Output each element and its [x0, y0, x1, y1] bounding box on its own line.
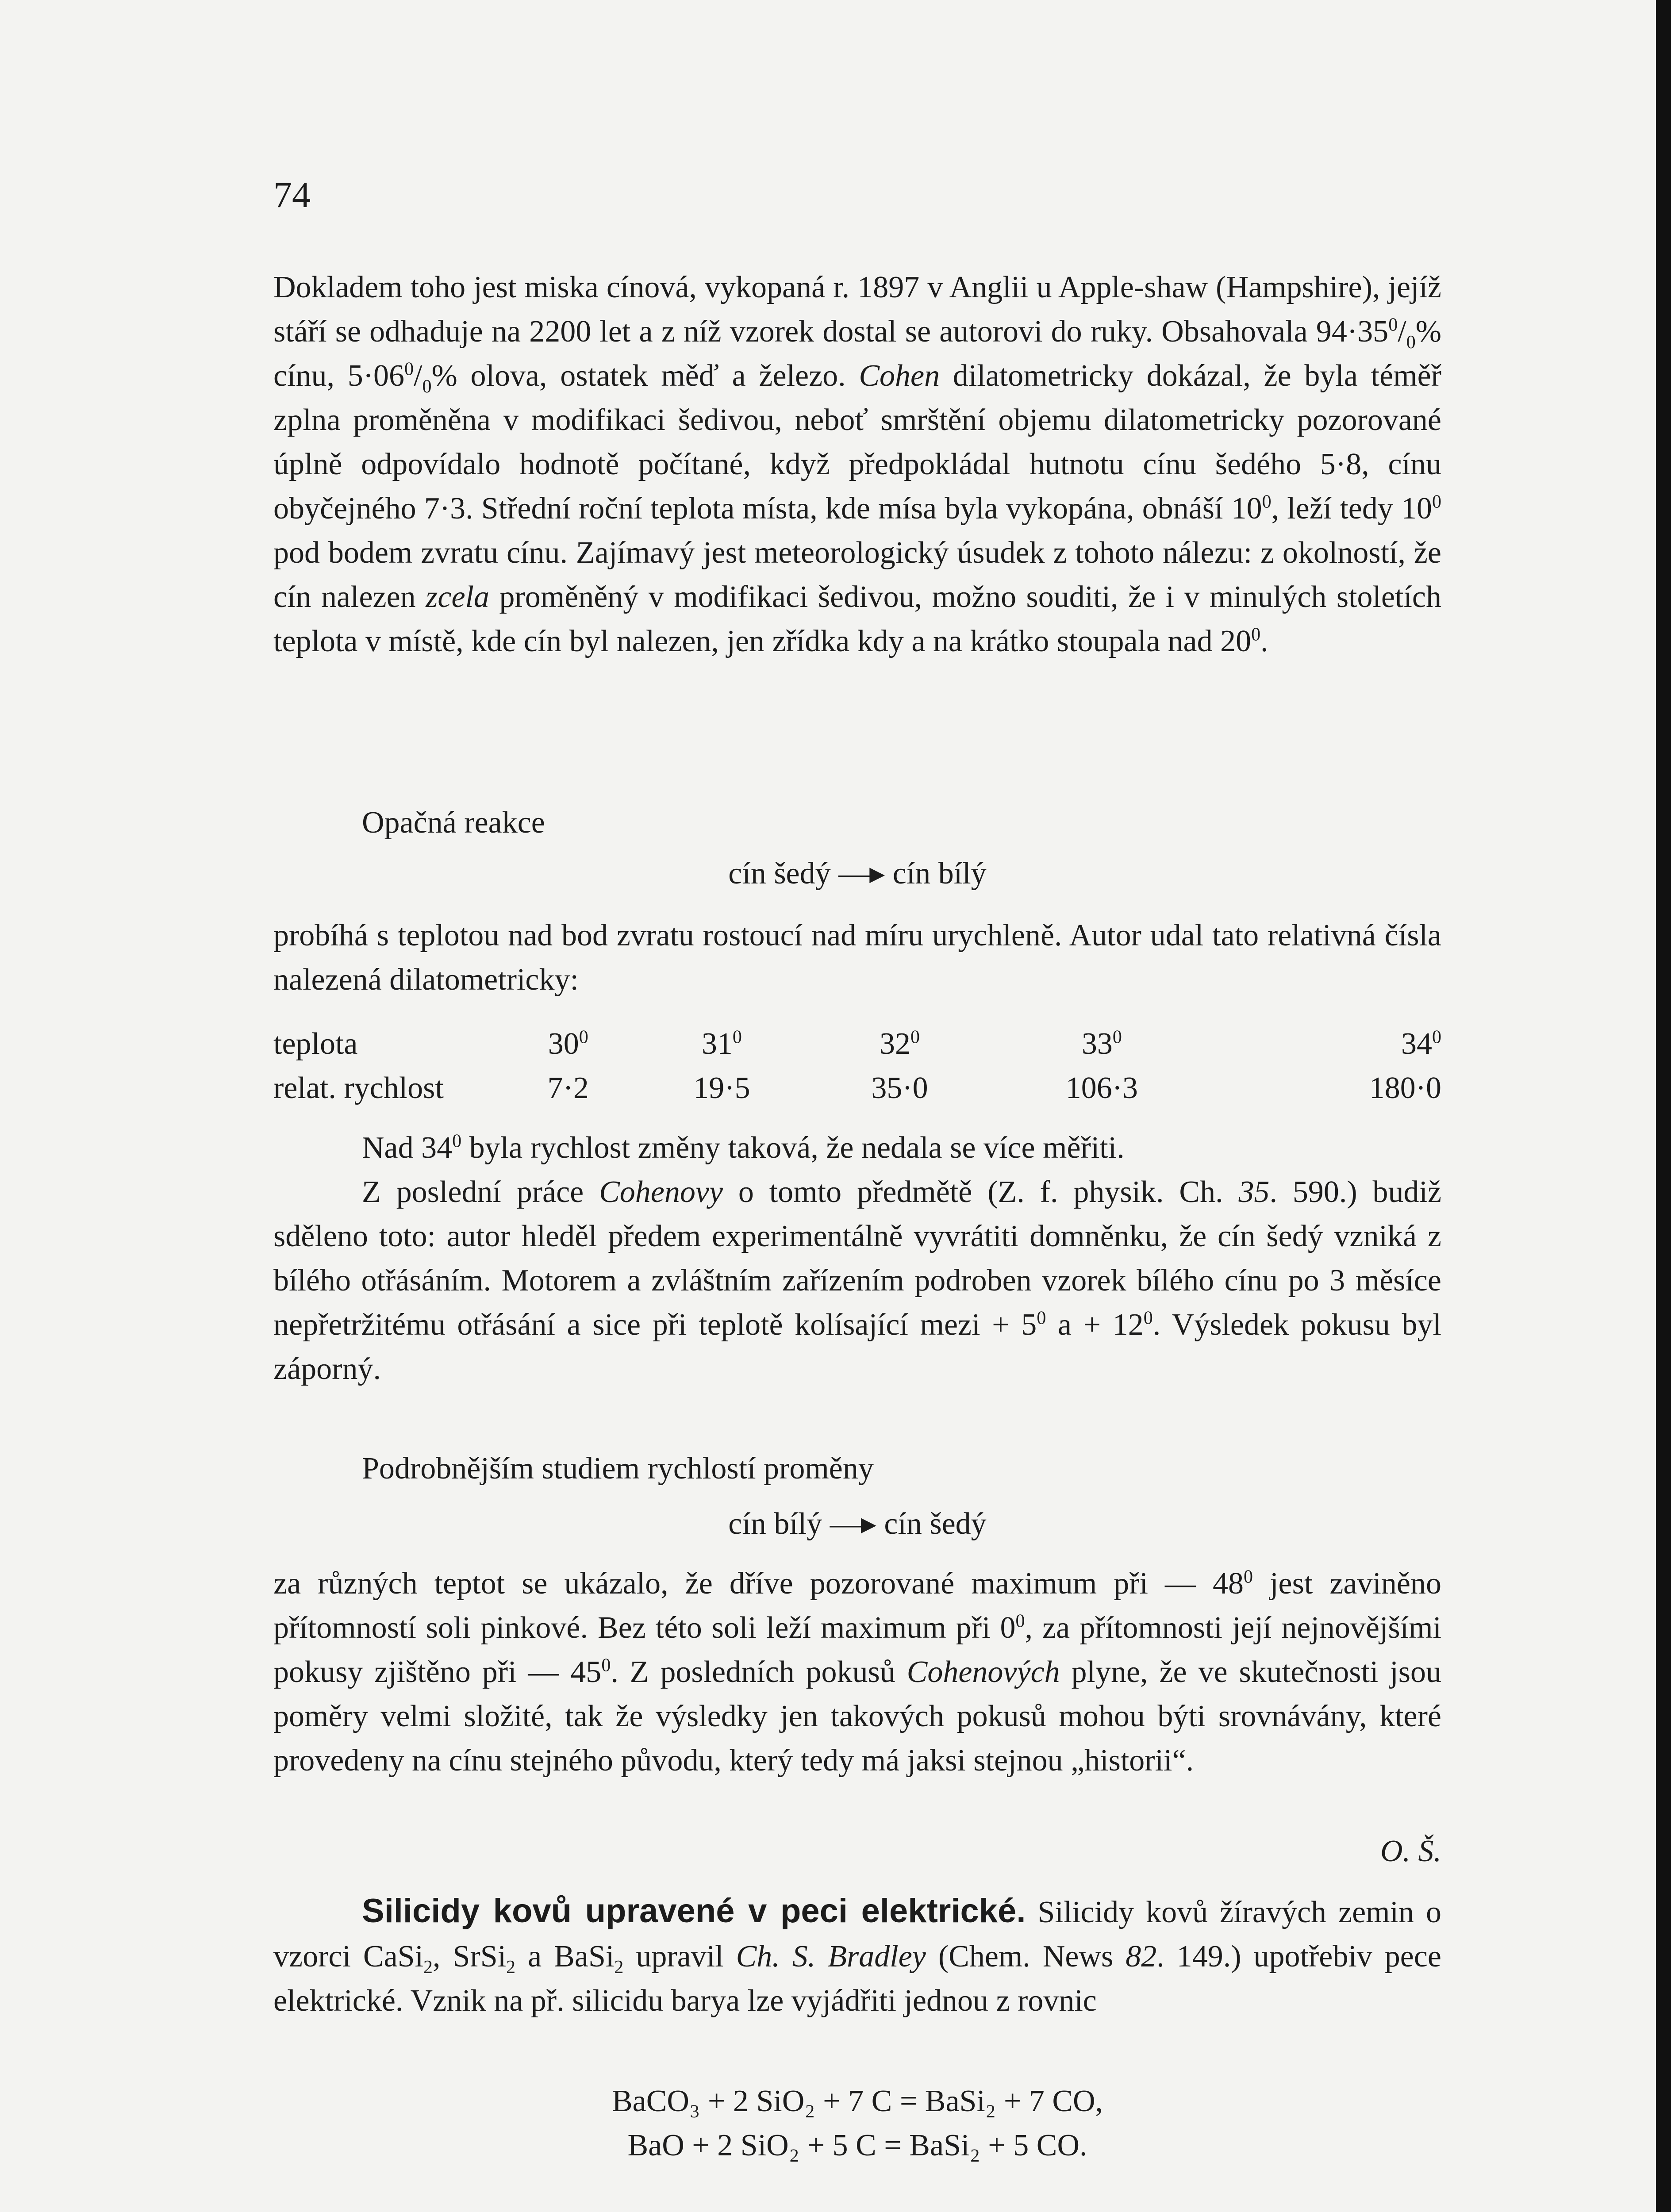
paragraph-1: Dokladem toho jest miska cínová, vykopaná r. 1897 v Anglii u Apple-shaw (Hampshire), jejíž stáří se odhaduje na 2200 let a z níž vzorek dostal se autorovi do ruky. Obsahovala $94\cdot 35^0/_0\%$ cínu, $5\cdot 06^0/_0\%$ olova, ostatek měď a železo. Cohen dilatometricky dokázal, že byla téměř zplna proměněna v modifikaci šedivou, neboť smrštění objemu dilatometricky pozorované úplně odpovídalo hodnotě počítané, když předpokládal hutnotu cínu šedého 5·8, cínu obyčejného 7·3. Střední roční teplota místa, kde mísa byla vykopána, obnáší $10^0$, leží tedy $10^0$ pod bodem zvratu cínu. Zajímavý jest meteorologický úsudek z tohoto nálezu: z okolností, že cín nalezen zcela proměněný v modifikaci šedivou, možno souditi, že i v minulých stoletích teplota v místě, kde cín byl nalezen, jen zřídka kdy a na krátko stoupala nad $20^0$. — [273, 270, 1441, 658]
paragraph-4: Nad $34^0$ byla rychlost změny taková, že nedala se více měřiti. — [362, 1131, 1125, 1165]
page-number: 74 — [273, 174, 311, 215]
reaction-2: cín bílý —▸ cín šedý — [728, 1507, 987, 1541]
paragraph-7: za různých teptot se ukázalo, že dříve pozorované maximum při — $48^0$ jest zaviněno přítomností soli pinkové. Bez této soli leží maximum při $0^0$, za přítomnosti její nejnovějšími pokusy zjištěno při — $45^0$. Z posledních pokusů Cohenových plyne, že ve skutečnosti jsou poměry velmi složité, tak že výsledky jen takových pokusů mohou býti srovnávány, které provedeny na cínu stejného původu, který tedy má jaksi stejnou „historii“. — [273, 1567, 1441, 1778]
equation-2: BaO + 2 SiO₂ + 5 C = BaSi₂ + 5 CO. — [627, 2128, 1087, 2162]
equation-1: BaCO₃ + 2 SiO₂ + 7 C = BaSi₂ + 7 CO, — [611, 2084, 1103, 2118]
rate-table — [273, 1022, 1441, 1110]
paragraph-6: Podrobnějším studiem rychlostí proměny — [362, 1452, 874, 1486]
signature: O. Š. — [1380, 1834, 1441, 1868]
section-heading: Silicidy kovů upravené v peci elektrické. — [362, 1892, 1026, 1930]
paragraph-2: Opačná reakce — [362, 806, 545, 840]
table-row-speed: relat. rychlost 7·2 19·5 35·0 106·3 180·0 — [273, 1071, 1441, 1105]
reaction-1: cín šedý —▸ cín bílý — [728, 856, 987, 891]
table-row-temperature: teplota $30^0$ $31^0$ $32^0$ $33^0$ $34^0$ — [273, 1027, 1441, 1061]
paragraph-5: Z poslední práce Cohenovy o tomto předmětě (Z. f. physik. Ch. 35. 590.) budiž sděleno toto: autor hleděl předem experimentálně vyvrátiti domněnku, že cín šedý vzniká z bílého otřásáním. Motorem a zvláštním zařízením podroben vzorek bílého cínu po 3 měsíce nepřetržitému otřásání a sice při teplotě kolísající mezi + $5^0$ $a + 12^0$. Výsledek pokusu byl záporný. — [273, 1175, 1442, 1386]
paragraph-3: probíhá s teplotou nad bod zvratu rostoucí nad míru urychleně. Autor udal tato relativná čísla nalezená dilatometricky: — [273, 918, 1441, 997]
author-cohen: Cohen — [859, 359, 940, 393]
section-silicidy: Silicidy kovů upravené v peci elektrické. Silicidy kovů žíravých zemin o vzorci CaSi$_2$, SrSi$_2$ a BaSi$_2$ upravil Ch. S. Bradley (Chem. News 82. 149.) upotřebiv pece elektrické. Vznik na př. silicidu baryа lze vyjádřiti jednou z rovnic — [273, 1892, 1441, 2018]
scan-edge-right — [1656, 0, 1671, 2212]
